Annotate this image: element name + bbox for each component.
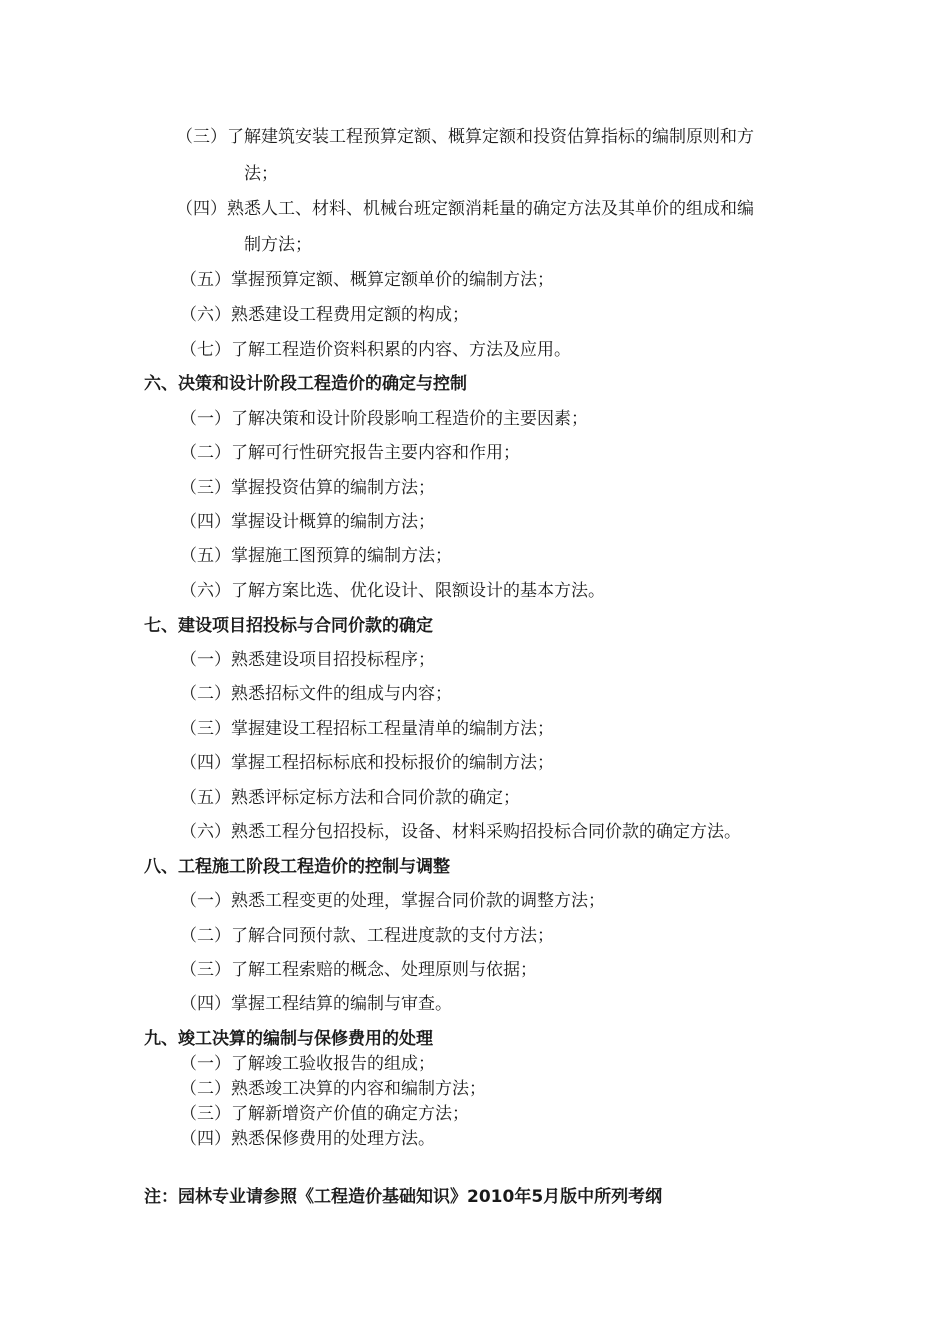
section7-item-2: （二）熟悉招标文件的组成与内容； bbox=[180, 684, 452, 704]
section9-item-1: （一）了解竣工验收报告的组成； bbox=[180, 1054, 435, 1074]
section6-item-1: （一）了解决策和设计阶段影响工程造价的主要因素； bbox=[180, 409, 588, 429]
section9-item-2: （二）熟悉竣工决算的内容和编制方法； bbox=[180, 1079, 486, 1099]
section9-item-4: （四）熟悉保修费用的处理方法。 bbox=[180, 1129, 435, 1149]
section5-item3-line2: 法； bbox=[244, 164, 278, 184]
section7-item-4: （四）掌握工程招标标底和投标报价的编制方法； bbox=[180, 753, 554, 773]
section6-title: 六、决策和设计阶段工程造价的确定与控制 bbox=[144, 374, 467, 394]
section5-item4-line1: （四）熟悉人工、材料、机械台班定额消耗量的确定方法及其单价的组成和编 bbox=[176, 199, 754, 219]
section7-item-5: （五）熟悉评标定标方法和合同价款的确定； bbox=[180, 788, 520, 808]
section8-item-2: （二）了解合同预付款、工程进度款的支付方法； bbox=[180, 926, 554, 946]
section8-item-1: （一）熟悉工程变更的处理，掌握合同价款的调整方法； bbox=[180, 891, 605, 911]
section8-item-4: （四）掌握工程结算的编制与审查。 bbox=[180, 994, 452, 1014]
section5-item3-line1: （三）了解建筑安装工程预算定额、概算定额和投资估算指标的编制原则和方 bbox=[176, 127, 754, 147]
section8-title: 八、工程施工阶段工程造价的控制与调整 bbox=[144, 857, 450, 877]
section5-item7: （七）了解工程造价资料积累的内容、方法及应用。 bbox=[180, 340, 571, 360]
section9-title: 九、竣工决算的编制与保修费用的处理 bbox=[144, 1029, 433, 1049]
section6-item-6: （六）了解方案比选、优化设计、限额设计的基本方法。 bbox=[180, 581, 605, 601]
section5-item5: （五）掌握预算定额、概算定额单价的编制方法； bbox=[180, 270, 554, 290]
section5-item6: （六）熟悉建设工程费用定额的构成； bbox=[180, 305, 469, 325]
section9-item-3: （三）了解新增资产价值的确定方法； bbox=[180, 1104, 469, 1124]
section6-item-2: （二）了解可行性研究报告主要内容和作用； bbox=[180, 443, 520, 463]
section8-item-3: （三）了解工程索赔的概念、处理原则与依据； bbox=[180, 960, 537, 980]
section7-item-6: （六）熟悉工程分包招投标，设备、材料采购招投标合同价款的确定方法。 bbox=[180, 822, 741, 842]
section6-item-4: （四）掌握设计概算的编制方法； bbox=[180, 512, 435, 532]
section7-title: 七、建设项目招投标与合同价款的确定 bbox=[144, 616, 433, 636]
section7-item-1: （一）熟悉建设项目招投标程序； bbox=[180, 650, 435, 670]
section6-item-3: （三）掌握投资估算的编制方法； bbox=[180, 478, 435, 498]
section6-item-5: （五）掌握施工图预算的编制方法； bbox=[180, 546, 452, 566]
section7-item-3: （三）掌握建设工程招标工程量清单的编制方法； bbox=[180, 719, 554, 739]
section5-item4-line2: 制方法； bbox=[244, 235, 312, 255]
footnote: 注：园林专业请参照《工程造价基础知识》2010年5月版中所列考纲 bbox=[144, 1187, 663, 1207]
